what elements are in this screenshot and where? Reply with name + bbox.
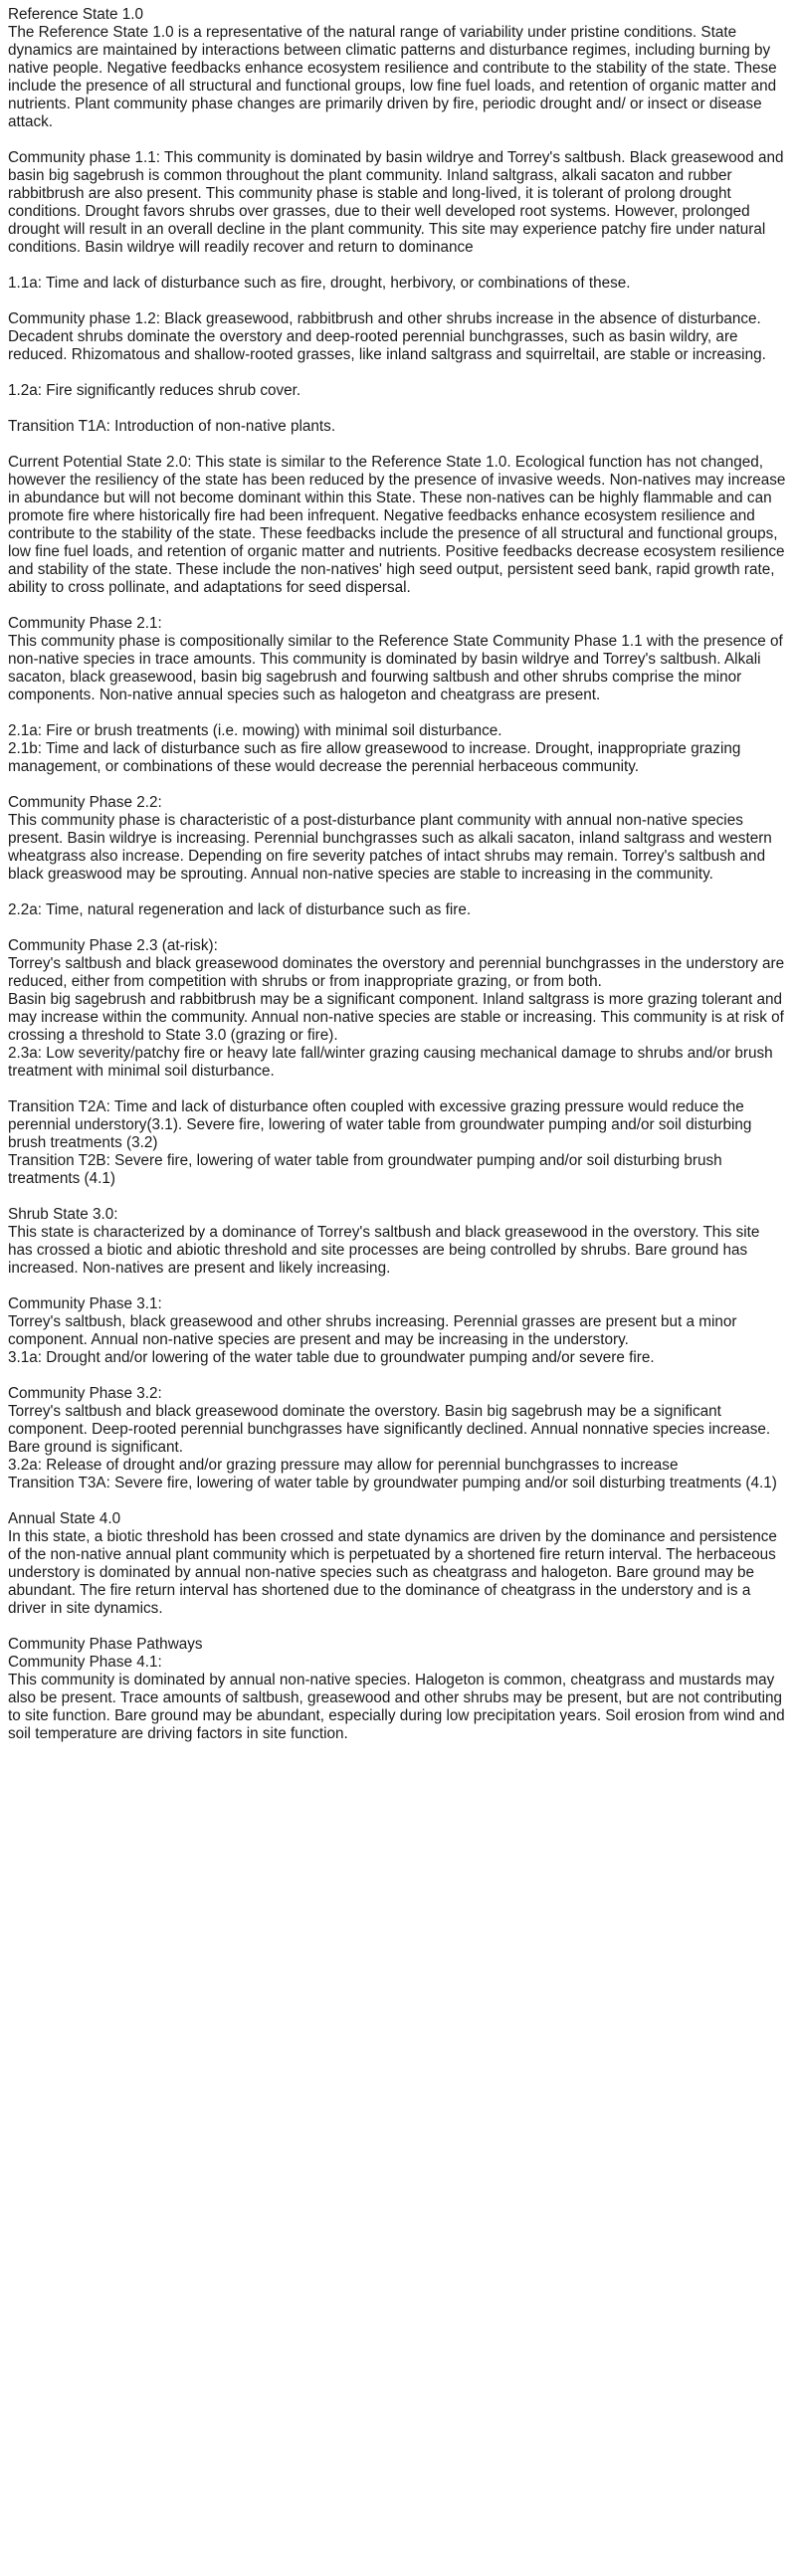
paragraph-shrub-state-3-0: This state is characterized by a dominance of Torrey's saltbush and black greasewood in the overstory. This site has crossed a biotic and abiotic threshold and site processes are being controlled by shrubs. Bare ground has increased. Non-natives are present and likely increasing. bbox=[8, 1224, 760, 1277]
paragraph-annual-state-4-0: In this state, a biotic threshold has been crossed and state dynamics are driven by the dominance and persistence of the non-native annual plant community which is perpetuated by a shortened fire return interval. The herbaceous understory is dominated by annual non-native species such as cheatgrass and halogeton. Bare ground may be abundant. The fire return interval has shortened due to the dominance of cheatgrass in the understory and is a driver in site dynamics. bbox=[8, 1528, 777, 1617]
paragraph-transition-t2a: Transition T2A: Time and lack of disturbance often coupled with excessive grazing pressure would reduce the perennial understory(3.1). Severe fire, lowering of water table from groundwater pumping and/or soil disturbing brush treatments (3.2) bbox=[8, 1098, 752, 1151]
paragraph-current-potential-state-2-0: Current Potential State 2.0: This state is similar to the Reference State 1.0. Ecological function has not changed, however the resiliency of the state has been reduced by the presence of invasive weeds. Non-natives may increase in abundance but will not become dominant within this State. These non-natives can be highly flammable and can promote fire where historically fire had been infrequent. Negative feedbacks enhance ecosystem resilience and contribute to the stability of the state. These feedbacks include the presence of all structural and functional groups, low fine fuel loads, and retention of organic matter and nutrients. Positive feedbacks decrease ecosystem resilience and stability of the state. These include the non-natives' high seed output, persistent seed bank, rapid growth rate, ability to cross pollinate, and adaptations for seed dispersal. bbox=[8, 454, 786, 596]
paragraph-community-phase-2-3: Torrey's saltbush and black greasewood dominates the overstory and perennial bunchgrasses in the understory are reduced, either from competition with shrubs or from inappropriate grazing, or from both. bbox=[8, 955, 785, 990]
heading-community-phase-3-2: Community Phase 3.2: bbox=[8, 1385, 162, 1402]
paragraph-transition-t2b: Transition T2B: Severe fire, lowering of water table from groundwater pumping and/or soil disturbing brush treatments (4.1) bbox=[8, 1152, 722, 1187]
paragraph-community-phase-1-1: Community phase 1.1: This community is dominated by basin wildrye and Torrey's saltbush. Black greasewood and basin big sagebrush is common throughout the plant community. Inland saltgrass, alkali sacaton and rubber rabbitbrush are also present. This community phase is stable and long-lived, it is tolerant of prolong drought conditions. Drought favors shrubs over grasses, due to their well developed root systems. However, prolonged drought will result in an overall decline in the plant community. This site may experience patchy fire under natural conditions. Basin wildrye will readily recover and return to dominance bbox=[8, 149, 784, 256]
ecological-site-text bbox=[8, 6, 788, 1743]
paragraph-pathway-1-1a: 1.1a: Time and lack of disturbance such as fire, drought, herbivory, or combinations of these. bbox=[8, 275, 631, 292]
heading-reference-state: Reference State 1.0 bbox=[8, 6, 144, 23]
paragraph-community-phase-3-1: Torrey's saltbush, black greasewood and other shrubs increasing. Perennial grasses are present but a minor component. Annual non-native species are present and may be increasing in the understory. bbox=[8, 1313, 737, 1348]
paragraph-transition-t3a: Transition T3A: Severe fire, lowering of water table by groundwater pumping and/or soil disturbing treatments (4.1) bbox=[8, 1475, 777, 1491]
heading-shrub-state-3-0: Shrub State 3.0: bbox=[8, 1206, 118, 1223]
paragraph-pathway-2-1a: 2.1a: Fire or brush treatments (i.e. mowing) with minimal soil disturbance. bbox=[8, 722, 502, 739]
paragraph-community-phase-2-1: This community phase is compositionally similar to the Reference State Community Phase 1.1 with the presence of non-native species in trace amounts. This community is dominated by basin wildrye and Torrey's saltbush. Alkali sacaton, black greasewood, basin big sagebrush and fourwing saltbush and other shrubs comprise the minor components. Non-native annual species such as halogeton and cheatgrass are present. bbox=[8, 633, 783, 703]
heading-community-phase-4-1: Community Phase 4.1: bbox=[8, 1654, 162, 1671]
paragraph-community-phase-2-2: This community phase is characteristic of a post-disturbance plant community with annual non-native species present. Basin wildrye is increasing. Perennial bunchgrasses such as alkali sacaton, inland saltgrass and western wheatgrass also increase. Depending on fire severity patches of intact shrubs may remain. Torrey's saltbush and black greaswood may be sprouting. Annual non-native species are stable to increasing in the community. bbox=[8, 812, 772, 883]
paragraph-community-phase-1-2: Community phase 1.2: Black greasewood, rabbitbrush and other shrubs increase in the absence of disturbance. Decadent shrubs dominate the overstory and deep-rooted perennial bunchgrasses, such as basin wildry, are reduced. Rhizomatous and shallow-rooted grasses, like inland saltgrass and squirreltail, are stable or increasing. bbox=[8, 310, 766, 363]
paragraph-pathway-3-2a: 3.2a: Release of drought and/or grazing pressure may allow for perennial bunchgrasses to increase bbox=[8, 1457, 679, 1474]
heading-community-phase-2-3: Community Phase 2.3 (at-risk): bbox=[8, 937, 218, 954]
paragraph-reference-state-description: The Reference State 1.0 is a representative of the natural range of variability under pristine conditions. State dynamics are maintained by interactions between climatic patterns and disturbance regimes, including burning by native people. Negative feedbacks enhance ecosystem resilience and contribute to the stability of the state. These include the presence of all structural and functional groups, low fine fuel loads, and retention of organic matter and nutrients. Plant community phase changes are primarily driven by fire, periodic drought and/ or insect or disease attack. bbox=[8, 24, 777, 130]
paragraph-pathway-2-2a: 2.2a: Time, natural regeneration and lack of disturbance such as fire. bbox=[8, 901, 472, 918]
paragraph-pathway-2-1b: 2.1b: Time and lack of disturbance such as fire allow greasewood to increase. Drought, inappropriate grazing management, or combinations of these would decrease the perennial herbaceous community. bbox=[8, 740, 741, 775]
paragraph-community-phase-2-3-continued: Basin big sagebrush and rabbitbrush may be a significant component. Inland saltgrass is more grazing tolerant and may increase within the community. Annual non-native species are stable or increasing. This community is at risk of crossing a threshold to State 3.0 (grazing or fire). bbox=[8, 991, 784, 1044]
heading-community-phase-2-1: Community Phase 2.1: bbox=[8, 615, 162, 632]
paragraph-community-phase-4-1: This community is dominated by annual non-native species. Halogeton is common, cheatgrass and mustards may also be present. Trace amounts of saltbush, greasewood and other shrubs may be present, but are not contributing to site function. Bare ground may be abundant, especially during low precipitation years. Soil erosion from wind and soil temperature are driving factors in site function. bbox=[8, 1672, 785, 1742]
paragraph-pathway-2-3a: 2.3a: Low severity/patchy fire or heavy late fall/winter grazing causing mechanical damage to shrubs and/or brush treatment with minimal soil disturbance. bbox=[8, 1045, 773, 1080]
paragraph-pathway-1-2a: 1.2a: Fire significantly reduces shrub cover. bbox=[8, 382, 301, 399]
heading-community-phase-3-1: Community Phase 3.1: bbox=[8, 1295, 162, 1312]
paragraph-community-phase-3-2: Torrey's saltbush and black greasewood dominate the overstory. Basin big sagebrush may be a significant component. Deep-rooted perennial bunchgrasses have significantly declined. Annual nonnative species increase. Bare ground is significant. bbox=[8, 1403, 771, 1456]
heading-community-phase-2-2: Community Phase 2.2: bbox=[8, 794, 162, 811]
heading-annual-state-4-0: Annual State 4.0 bbox=[8, 1510, 121, 1527]
paragraph-pathway-3-1a: 3.1a: Drought and/or lowering of the water table due to groundwater pumping and/or severe fire. bbox=[8, 1349, 655, 1366]
heading-community-phase-pathways: Community Phase Pathways bbox=[8, 1636, 203, 1653]
paragraph-transition-t1a: Transition T1A: Introduction of non-native plants. bbox=[8, 418, 336, 435]
